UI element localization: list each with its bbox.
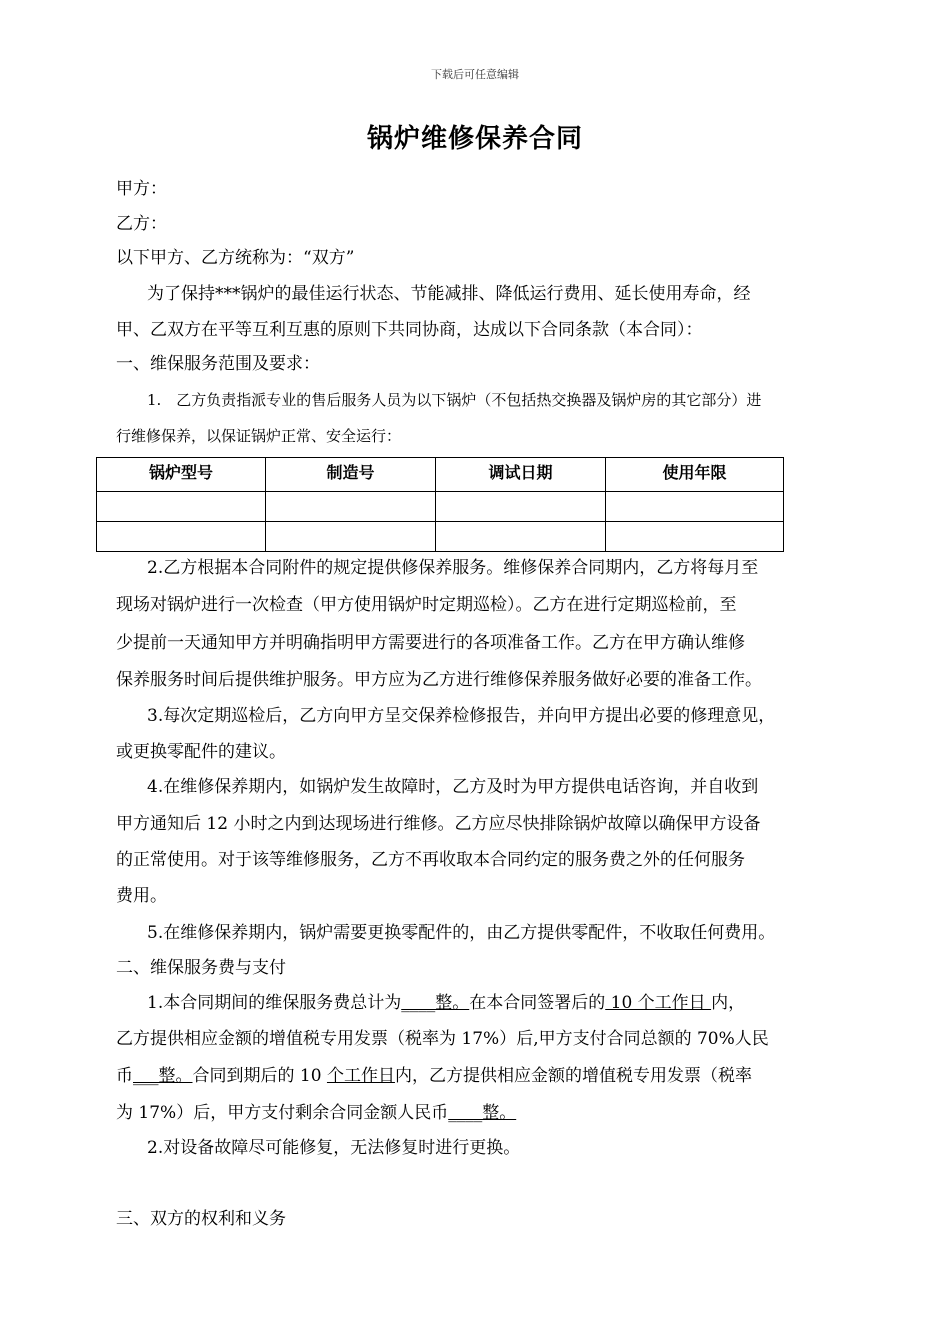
section1-heading: 一、维保服务范围及要求： — [116, 354, 320, 374]
table-cell — [266, 492, 436, 522]
section1-item1-line-1: 1. 乙方负责指派专业的售后服务人员为以下锅炉（不包括热交换器及锅炉房的其它部分）进 — [147, 391, 762, 409]
intro-line-1: 为了保持***锅炉的最佳运行状态、节能减排、降低运行费用、延长使用寿命，经 — [147, 284, 751, 304]
text-fragment: 1.本合同期间的维保服务费总计为 — [147, 993, 402, 1013]
table-cell — [436, 522, 606, 552]
boiler-table — [96, 457, 784, 552]
section1-item4-line-1: 4.在维修保养期内，如锅炉发生故障时，乙方及时为甲方提供电话咨询，并自收到 — [147, 777, 759, 797]
section1-item4-line-2: 甲方通知后 12 小时之内到达现场进行维修。乙方应尽快排除锅炉故障以确保甲方设备 — [116, 814, 761, 834]
text-fragment: 币 — [116, 1066, 133, 1086]
text-fragment: 内，乙方提供相应金额的增值税专用发票（税率 — [394, 1066, 752, 1086]
header-note: 下载后可任意编辑 — [431, 68, 519, 81]
table-cell — [606, 492, 784, 522]
table-cell — [436, 492, 606, 522]
workdays-blank: 10 个工作日 — [605, 993, 712, 1013]
section2-heading: 二、维保服务费与支付 — [116, 958, 286, 978]
amount-blank: ____整。 — [401, 993, 470, 1013]
section2-item1-line-4 — [116, 1102, 516, 1124]
section3-heading: 三、双方的权利和义务 — [116, 1209, 286, 1229]
document-title: 锅炉维修保养合同 — [366, 124, 583, 154]
party-a-label: 甲方： — [116, 179, 167, 199]
section2-item1-line-2: 乙方提供相应金额的增值税专用发票（税率为 17%）后,甲方支付合同总额的 70%人民 — [116, 1029, 769, 1049]
both-parties-line: 以下甲方、乙方统称为：“双方” — [116, 248, 355, 268]
amount-blank: ____整。 — [448, 1103, 517, 1123]
table-row — [97, 522, 784, 552]
table-row — [97, 492, 784, 522]
table-cell — [97, 492, 266, 522]
section1-item4-line-4: 费用。 — [116, 886, 167, 906]
table-header-years: 使用年限 — [606, 458, 784, 492]
section2-item1-line-1 — [147, 992, 745, 1014]
table-header-serial: 制造号 — [266, 458, 436, 492]
table-cell — [606, 522, 784, 552]
text-fragment: 内， — [711, 993, 746, 1013]
section1-item3-line-2: 或更换零配件的建议。 — [116, 742, 286, 762]
section1-item2-line-1: 2.乙方根据本合同附件的规定提供修保养服务。维修保养合同期内，乙方将每月至 — [147, 558, 759, 578]
amount-blank: ___整。 — [133, 1066, 193, 1086]
text-fragment: 在本合同签署后的 — [469, 993, 606, 1013]
section1-item2-line-4: 保养服务时间后提供维护服务。甲方应为乙方进行维修保养服务做好必要的准备工作。 — [116, 670, 762, 690]
table-cell — [97, 522, 266, 552]
table-header-date: 调试日期 — [436, 458, 606, 492]
workdays-blank: 个工作日 — [326, 1066, 395, 1086]
table-cell — [266, 522, 436, 552]
text-fragment: 合同到期后的 10 — [192, 1066, 327, 1086]
section2-item1-line-3 — [116, 1065, 752, 1087]
section1-item4-line-3: 的正常使用。对于该等维修服务，乙方不再收取本合同约定的服务费之外的任何服务 — [116, 850, 745, 870]
section1-item5: 5.在维修保养期内，锅炉需要更换零配件的，由乙方提供零配件，不收取任何费用。 — [147, 923, 776, 943]
table-header-row — [97, 458, 784, 492]
section1-item1-line-2: 行维修保养，以保证锅炉正常、安全运行： — [116, 427, 402, 445]
intro-line-2: 甲、乙双方在平等互利互惠的原则下共同协商，达成以下合同条款（本合同）： — [116, 320, 703, 340]
text-fragment: 为 17%）后，甲方支付剩余合同金额人民币 — [116, 1103, 449, 1123]
section1-item2-line-2: 现场对锅炉进行一次检查（甲方使用锅炉时定期巡检）。乙方在进行定期巡检前，至 — [116, 595, 737, 615]
section1-item3-line-1: 3.每次定期巡检后，乙方向甲方呈交保养检修报告，并向甲方提出必要的修理意见， — [147, 706, 776, 726]
section1-item2-line-3: 少提前一天通知甲方并明确指明甲方需要进行的各项准备工作。乙方在甲方确认维修 — [116, 633, 745, 653]
table-header-model: 锅炉型号 — [97, 458, 266, 492]
party-b-label: 乙方： — [116, 214, 167, 234]
section2-item2: 2.对设备故障尽可能修复，无法修复时进行更换。 — [147, 1138, 521, 1158]
